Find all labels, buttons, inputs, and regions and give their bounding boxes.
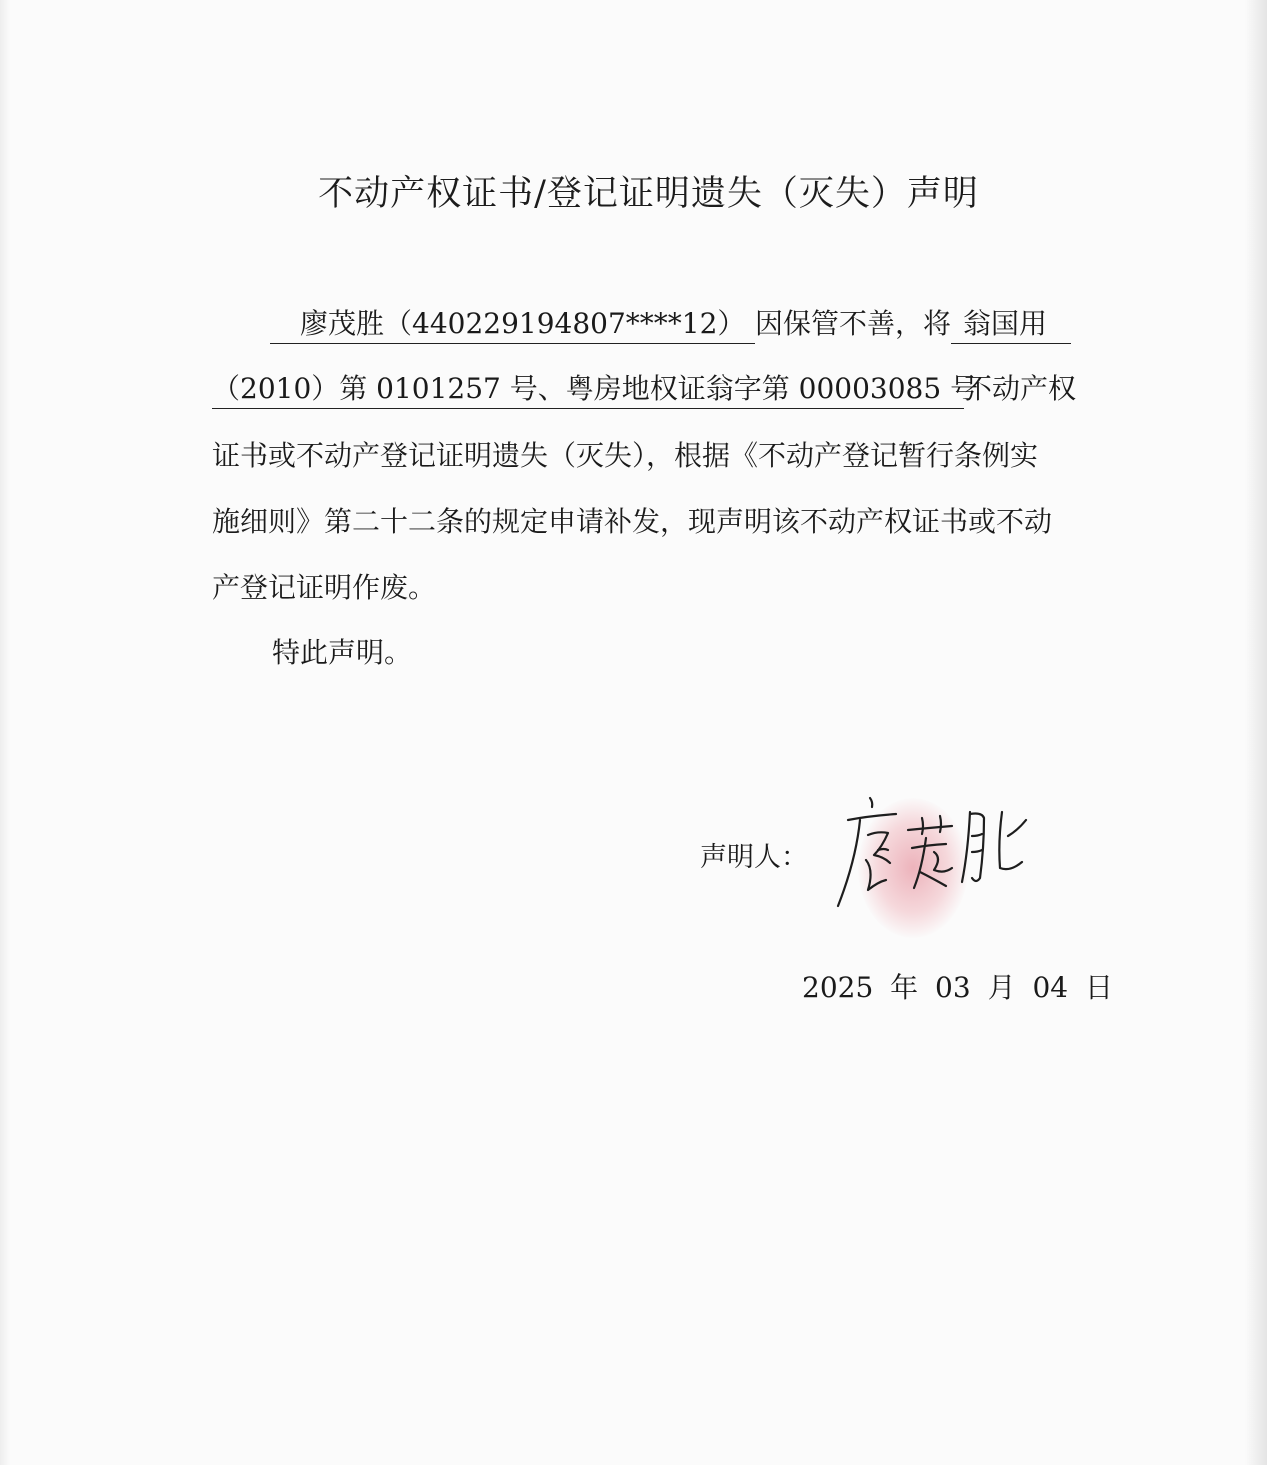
body-line-1: [212, 304, 1092, 344]
body-text-1: 因保管不善，将: [755, 307, 952, 340]
paper-edge-left: [0, 0, 10, 1465]
body-line-5: 产登记证明作废。: [212, 571, 437, 604]
paper-edge-right: [1245, 0, 1267, 1465]
closing-statement: 特此声明。: [272, 636, 413, 669]
declarant-label: 声明人：: [700, 842, 808, 873]
body-line-3: 证书或不动产登记证明遗失（灭失），根据《不动产登记暂行条例实: [212, 439, 1039, 472]
body-line-2: [212, 369, 1092, 409]
declaration-date: 2025 年 03 月 04 日: [802, 971, 1114, 1004]
declarant-name-id: 廖茂胜（440229194807****12）: [270, 307, 755, 344]
certificate-number-part-2: （2010）第 0101257 号、粤房地权证翁字第 00003085 号: [212, 372, 964, 409]
body-text-2: 不动产权: [964, 372, 1077, 405]
handwritten-signature: [830, 790, 1040, 920]
document-title: 不动产权证书/登记证明遗失（灭失）声明: [318, 174, 979, 214]
body-line-4: 施细则》第二十二条的规定申请补发，现声明该不动产权证书或不动: [212, 505, 1053, 538]
certificate-number-part-1: 翁国用: [951, 307, 1071, 344]
